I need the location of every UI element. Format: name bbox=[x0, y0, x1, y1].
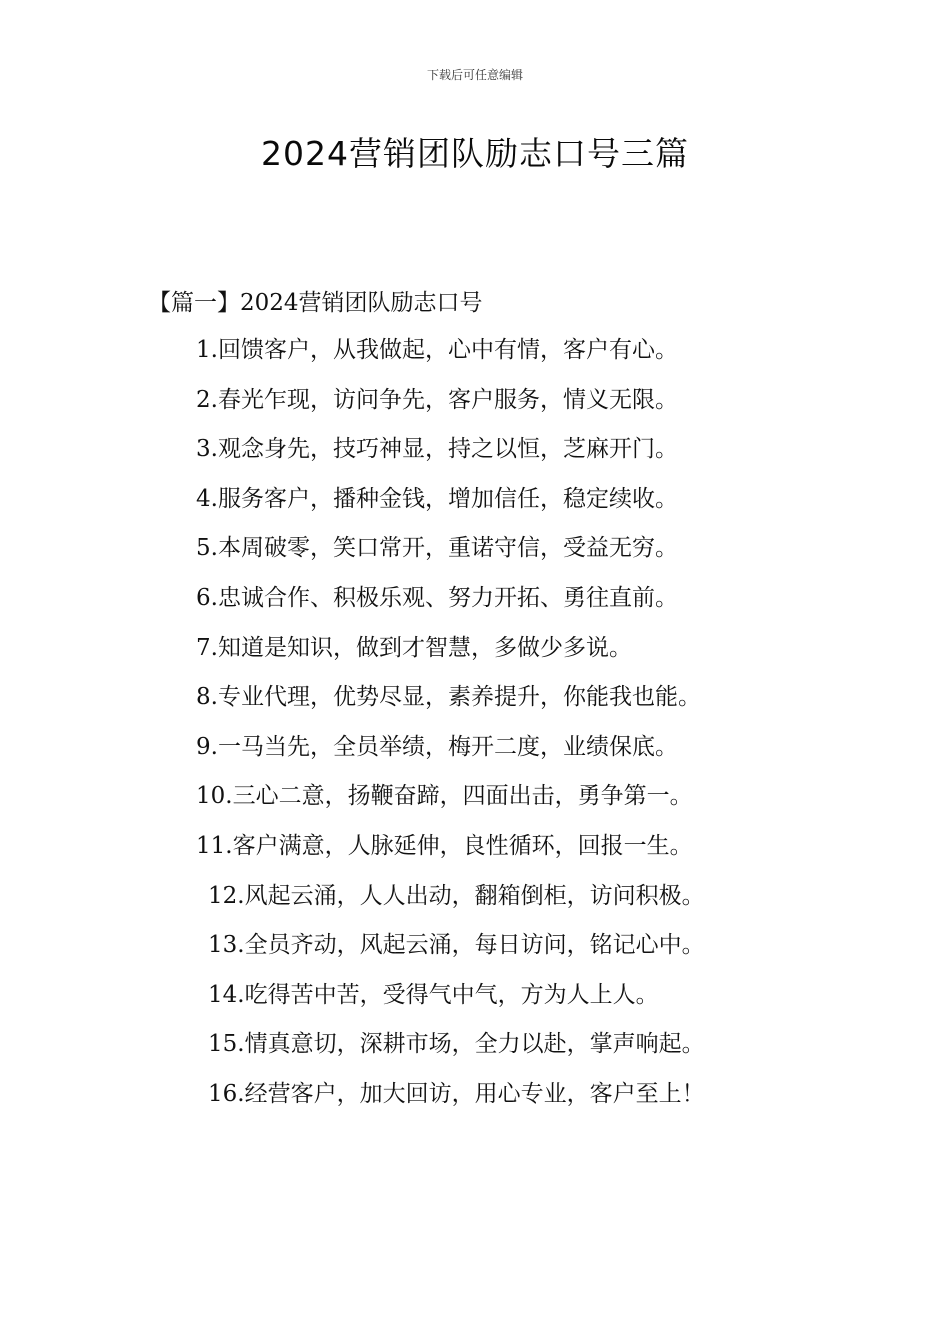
slogan-item bbox=[0, 532, 950, 582]
slogan-text: 服务客户，播种金钱，增加信任，稳定续收。 bbox=[217, 485, 678, 512]
slogan-number: 2. bbox=[196, 386, 218, 413]
slogan-item bbox=[0, 780, 950, 830]
slogan-number: 1. bbox=[196, 337, 218, 363]
header-note: 下载后可任意编辑 bbox=[426, 68, 523, 82]
slogan-item bbox=[0, 929, 950, 979]
slogan-number: 8. bbox=[196, 684, 218, 711]
slogan-text: 专业代理，优势尽显，素养提升，你能我也能。 bbox=[217, 684, 701, 711]
slogan-text: 春光乍现，访问争先，客户服务，情义无限。 bbox=[217, 386, 678, 413]
slogan-text: 本周破零，笑口常开，重诺守信，受益无穷。 bbox=[217, 535, 678, 562]
slogan-item bbox=[0, 1078, 950, 1128]
slogan-item bbox=[0, 731, 950, 781]
slogan-number: 14. bbox=[208, 981, 245, 1008]
slogan-text: 经营客户，加大回访，用心专业，客户至上！ bbox=[244, 1080, 705, 1107]
slogan-item bbox=[0, 483, 950, 533]
slogan-list bbox=[0, 334, 950, 1128]
slogan-number: 16. bbox=[208, 1080, 245, 1107]
slogan-number: 5. bbox=[196, 535, 218, 562]
slogan-number: 3. bbox=[196, 436, 218, 463]
slogan-text: 三心二意，扬鞭奋蹄，四面出击，勇争第一。 bbox=[232, 783, 693, 810]
slogan-number: 15. bbox=[208, 1031, 245, 1058]
slogan-item bbox=[0, 334, 950, 384]
slogan-item bbox=[0, 384, 950, 434]
slogan-item bbox=[0, 632, 950, 682]
section-heading: 【篇一】2024营销团队励志口号 bbox=[148, 290, 483, 316]
slogan-number: 6. bbox=[196, 584, 218, 611]
slogan-item bbox=[0, 681, 950, 731]
slogan-number: 4. bbox=[196, 485, 218, 512]
slogan-text: 吃得苦中苦，受得气中气，方为人上人。 bbox=[244, 981, 659, 1008]
slogan-text: 忠诚合作、积极乐观、努力开拓、勇往直前。 bbox=[217, 584, 678, 611]
slogan-number: 10. bbox=[196, 783, 233, 810]
slogan-number: 7. bbox=[196, 634, 218, 661]
slogan-item bbox=[0, 880, 950, 930]
document-title: 2024营销团队励志口号三篇 bbox=[261, 134, 689, 173]
slogan-number: 13. bbox=[208, 932, 245, 959]
slogan-number: 9. bbox=[196, 733, 218, 760]
slogan-text: 一马当先，全员举绩，梅开二度，业绩保底。 bbox=[217, 733, 678, 760]
slogan-item bbox=[0, 582, 950, 632]
slogan-text: 全员齐动，风起云涌，每日访问，铭记心中。 bbox=[244, 932, 705, 959]
slogan-text: 客户满意，人脉延伸，良性循环，回报一生。 bbox=[232, 832, 693, 859]
slogan-number: 12. bbox=[208, 882, 245, 909]
slogan-number: 11. bbox=[196, 832, 233, 859]
slogan-item bbox=[0, 433, 950, 483]
slogan-text: 情真意切，深耕市场，全力以赴，掌声响起。 bbox=[244, 1031, 705, 1058]
slogan-text: 观念身先，技巧神显，持之以恒，芝麻开门。 bbox=[217, 436, 678, 463]
slogan-text: 知道是知识，做到才智慧，多做少多说。 bbox=[217, 634, 632, 661]
slogan-item bbox=[0, 979, 950, 1029]
slogan-text: 回馈客户，从我做起，心中有情，客户有心。 bbox=[217, 337, 678, 363]
slogan-text: 风起云涌，人人出动，翻箱倒柜，访问积极。 bbox=[244, 882, 705, 909]
slogan-item bbox=[0, 1028, 950, 1078]
slogan-item bbox=[0, 830, 950, 880]
